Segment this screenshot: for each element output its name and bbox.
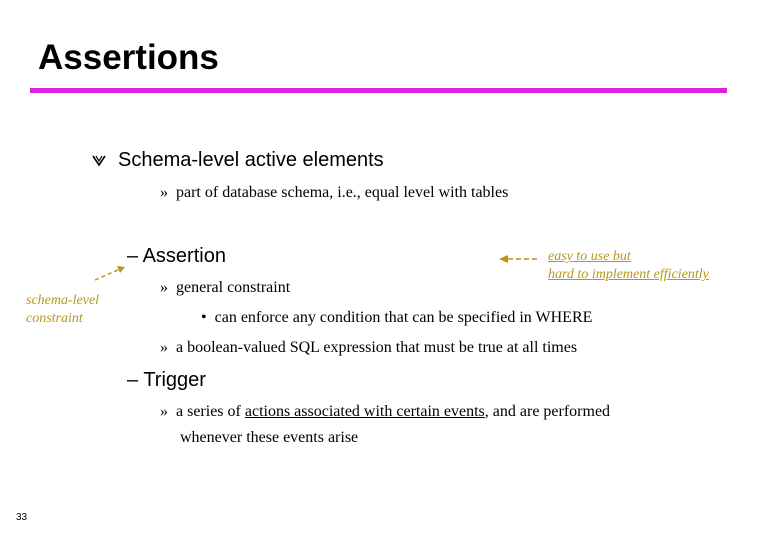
slide-title: Assertions	[38, 38, 219, 77]
title-underline	[30, 88, 727, 93]
sub-text: a boolean-valued SQL expression that must be true at all times	[176, 339, 578, 356]
sub-bullet-general-constraint	[160, 278, 290, 298]
dot-bullet-where	[201, 308, 592, 328]
dash-label: Trigger	[143, 369, 206, 391]
dash-marker: –	[127, 369, 139, 391]
note-right-arrow-icon	[496, 252, 542, 266]
sub-text-post: , and are performed	[484, 403, 611, 420]
page-number: 33	[16, 512, 28, 523]
dash-trigger	[127, 368, 206, 392]
sub-text-underlined: actions associated with certain events	[244, 403, 485, 420]
sub-bullet-boolean-expression	[160, 338, 577, 358]
note-line: constraint	[26, 311, 83, 326]
sub-bullet-trigger-actions	[160, 402, 610, 422]
dot-marker: •	[201, 309, 207, 326]
note-line: easy to use but	[548, 249, 631, 264]
sub-bullet-trigger-line2: whenever these events arise	[180, 429, 359, 446]
sub-marker: »	[160, 403, 168, 420]
note-left-arrow-icon	[92, 262, 128, 284]
note-schema-level	[26, 292, 99, 328]
check-bullet-icon	[92, 150, 106, 168]
dash-label: Assertion	[142, 245, 226, 267]
sub-marker: »	[160, 279, 168, 296]
dash-marker: –	[127, 245, 139, 267]
note-line: hard to implement efficiently	[548, 267, 709, 282]
dot-text: can enforce any condition that can be specified in WHERE	[214, 309, 593, 326]
note-easy-to-use	[548, 248, 709, 284]
dash-assertion	[127, 244, 226, 268]
sub-marker: »	[160, 339, 168, 356]
sub-marker: »	[160, 184, 168, 201]
sub-text: part of database schema, i.e., equal level with tables	[176, 184, 509, 201]
sub-text: general constraint	[176, 279, 291, 296]
sub-bullet-database-schema	[160, 183, 508, 203]
note-line: schema-level	[26, 293, 100, 308]
bullet-schema-level: Schema-level active elements	[118, 149, 384, 171]
sub-text-pre: a series of	[176, 403, 245, 420]
